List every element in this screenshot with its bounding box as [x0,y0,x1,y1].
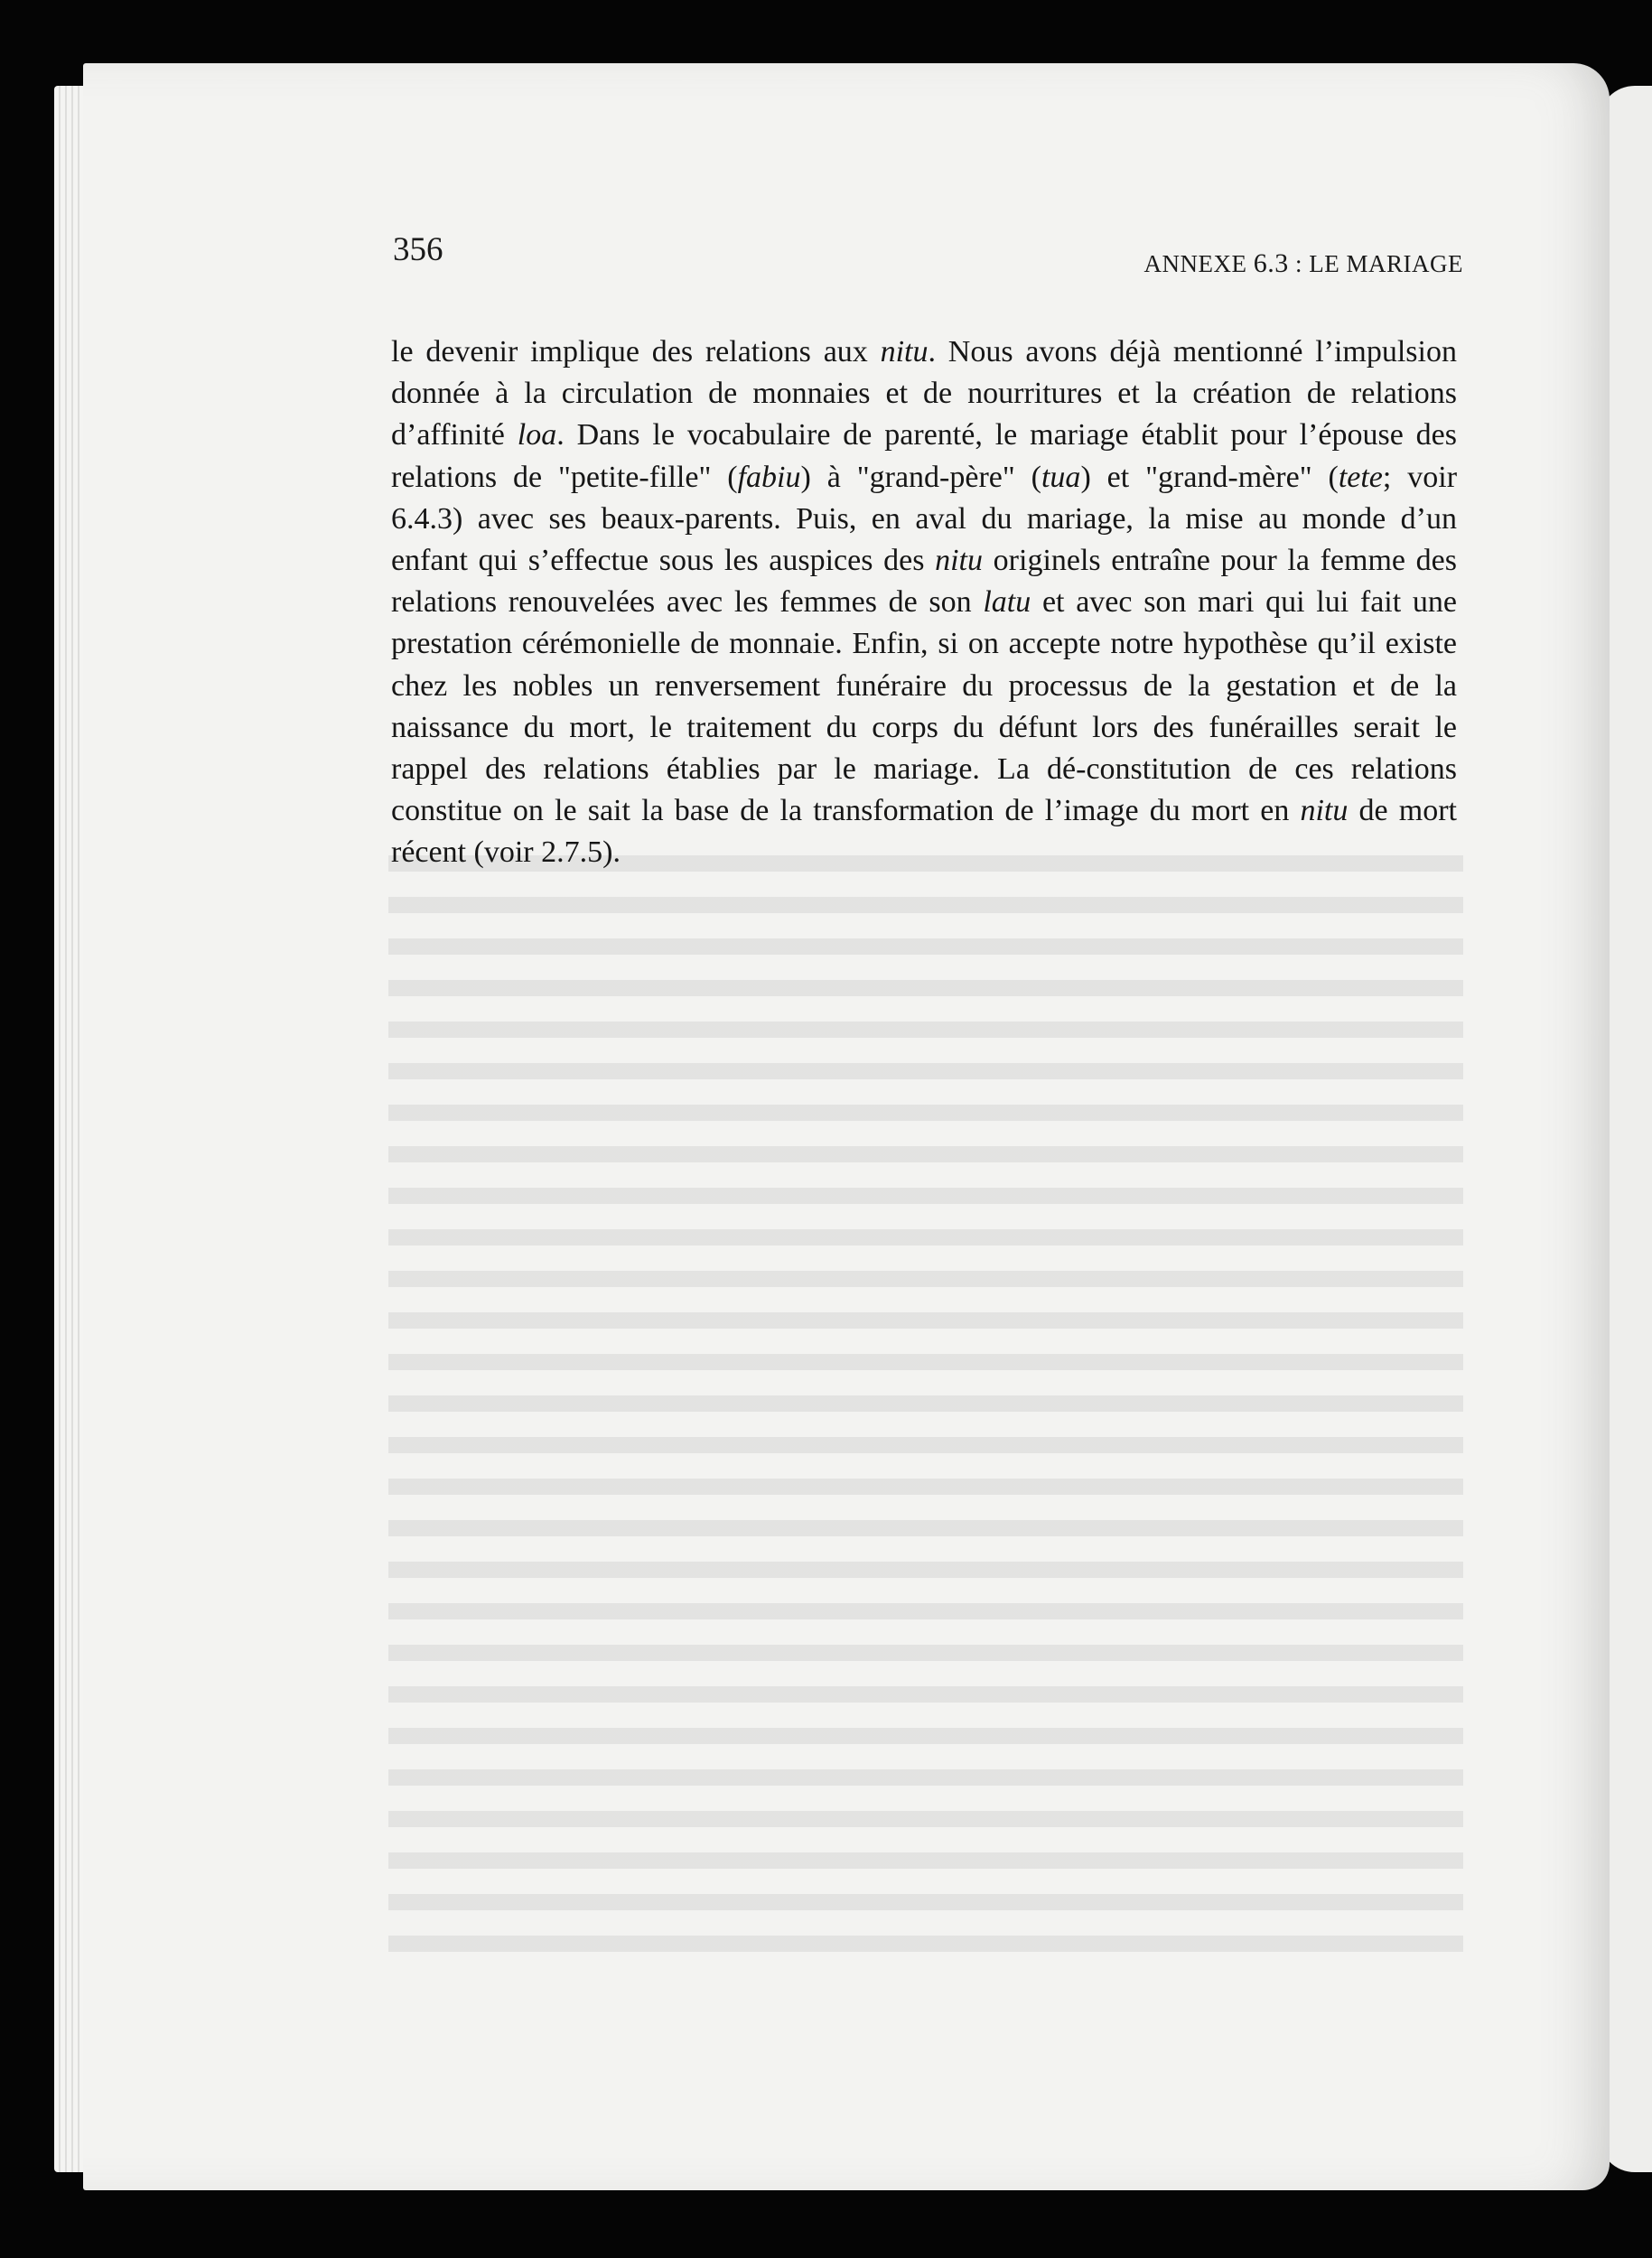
text-run: ) et "grand-mère" ( [1080,460,1339,494]
text-run: chez les nobles un renversement funéraire du processus de la gestation et de la [391,668,1457,703]
text-line [391,373,1457,415]
text-line [391,499,1457,540]
italic-term: nitu [935,543,984,577]
italic-term: loa [517,418,557,453]
text-run: naissance du mort, le traitement du corps du défunt lors des funérailles serait le [391,710,1457,744]
text-line [391,582,1457,623]
text-run: ) à "grand-père" ( [800,460,1041,494]
text-run: prestation cérémonielle de monnaie. Enfin, si on accepte notre hypothèse qu’il existe [391,627,1457,661]
text-line [391,415,1457,456]
text-line [391,666,1457,707]
text-run: enfant qui s’effectue sous les auspices des [391,543,936,577]
text-line [391,707,1457,749]
text-run: relations renouvelées avec les femmes de son [391,585,984,620]
text-line [391,623,1457,665]
page-number: 356 [393,231,443,268]
body-paragraph [391,331,1457,873]
text-line [391,832,1457,873]
italic-term: latu [983,585,1031,620]
italic-term: fabiu [737,460,801,494]
italic-term: nitu [880,335,929,369]
text-run: de mort [1348,794,1457,828]
text-run: . Dans le vocabulaire de parenté, le mariage établit pour l’épouse des [556,418,1458,453]
text-line [391,457,1457,499]
chapter-rest: : LE MARIAGE [1295,250,1463,277]
text-run: récent (voir 2.7.5). [391,835,621,870]
text-run: le devenir implique des relations aux [391,335,881,369]
italic-term: nitu [1300,794,1349,828]
text-line [391,749,1457,790]
text-run: 6.4.3) avec ses beaux-parents. Puis, en aval du mariage, la mise au monde d’un [391,501,1457,536]
italic-term: tua [1041,460,1081,494]
text-run: ; voir [1382,460,1458,494]
chapter-number: 6.3 [1253,248,1289,278]
text-run: originels entraîne pour la femme des [983,543,1457,577]
chapter-prefix: ANNEXE [1143,250,1247,277]
text-line [391,331,1457,373]
text-line [391,540,1457,582]
text-run: relations de "petite-fille" ( [391,460,738,494]
text-line [391,790,1457,832]
text-run: constitue on le sait la base de la transformation de l’image du mort en [391,794,1301,828]
text-run: rappel des relations établies par le mariage. La dé-constitution de ces relations [391,751,1457,786]
chapter-title [1144,248,1463,279]
running-head [393,230,1463,285]
text-run: d’affinité [391,418,518,453]
text-run: et avec son mari qui lui fait une [1031,585,1457,620]
text-run: . Nous avons déjà mentionné l’impulsion [928,335,1457,369]
text-run: donnée à la circulation de monnaies et de nourritures et la création de relations [391,377,1457,411]
italic-term: tete [1338,460,1383,494]
